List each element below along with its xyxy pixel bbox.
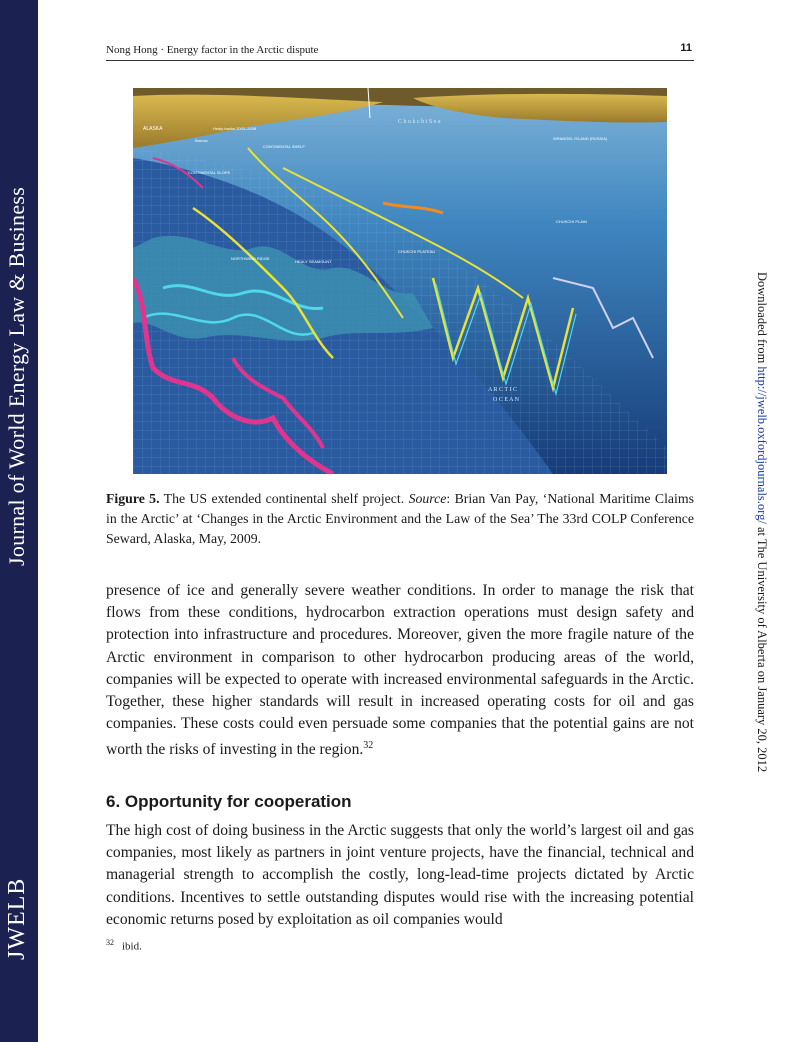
label-healy-tracks: Healy tracks 2003–2008	[213, 126, 257, 131]
caption-text-1: The US extended continental shelf project.	[159, 491, 409, 506]
footnote-number: 32	[106, 938, 114, 947]
download-note	[754, 272, 769, 772]
label-chukchi-plain: CHUKCHI PLAIN	[556, 219, 587, 224]
journal-abbreviation: JWELB	[4, 877, 30, 960]
label-arctic: A R C T I C	[488, 387, 517, 393]
journal-title: Journal of World Energy Law & Business	[4, 186, 29, 566]
label-alaska: ALASKA	[143, 126, 163, 132]
label-chukchi-sea: C h u k c h i S e a	[398, 119, 441, 125]
label-continental-slope: CONTINENTAL SLOPE	[188, 170, 231, 175]
label-continental-shelf: CONTINENTAL SHELF	[263, 144, 305, 149]
running-head	[106, 42, 694, 61]
figure-caption	[106, 489, 694, 549]
running-head-title: Nong Hong · Energy factor in the Arctic dispute	[106, 44, 319, 56]
label-northwind-ridge: NORTHWIND RIDGE	[231, 256, 270, 261]
figure-arctic-bathymetry	[133, 88, 667, 474]
footnote-reference[interactable]: 32	[363, 740, 374, 752]
label-wrangel: WRANGEL ISLAND (RUSSIA)	[553, 136, 608, 141]
footnote-text: ibid.	[122, 940, 142, 953]
label-barrow: Barrow	[195, 138, 208, 143]
download-note-suffix: at The University of Alberta on January 20, 2012	[755, 523, 769, 773]
section-heading: 6. Opportunity for cooperation	[106, 792, 352, 811]
label-chukchi-plateau: CHUKCHI PLATEAU	[398, 249, 436, 254]
paragraph-1	[106, 580, 694, 762]
bathymetry-map	[133, 88, 667, 474]
journal-spine	[0, 0, 38, 1042]
download-note-prefix: Downloaded from	[755, 272, 769, 367]
label-healy-seamount: HEALY SEAMOUNT	[295, 259, 332, 264]
caption-source-label: Source	[408, 491, 447, 506]
label-ocean: O C E A N	[493, 397, 520, 403]
paragraph-1-text: presence of ice and generally severe weather conditions. In order to manage the risk that flows from these conditions, hydrocarbon extraction operations must design safety and protection into infrastructure and procedures. Moreover, given the more fragile nature of the Arctic environment in comparison to other hydrocarbon producing areas of the world, companies will be expected to operate with increased environmental safeguards in the Arctic. Together, these higher standards will result in increased operating costs for oil and gas companies. These costs could even persuade some companies that the potential gains are not worth the risks of investing in the region.	[106, 582, 694, 759]
download-link[interactable]: http://jwelb.oxfordjournals.org/	[755, 366, 769, 524]
figure-label: Figure 5.	[106, 491, 160, 506]
caption-text-2: : Brian Van Pay, ‘National Maritime Claims in the Arctic’ at ‘Changes in the Arctic Environment and the Law of the Sea’ The 33rd COLP Conference Seward, Alaska, May, 2009.	[106, 491, 694, 546]
page-number: 11	[680, 42, 692, 54]
paragraph-2: The high cost of doing business in the Arctic suggests that only the world’s largest oil and gas companies, most likely as partners in joint venture projects, have the financial, technical and managerial strength to accomplish the costly, long-lead-time projects dictated by Arctic conditions. Incentives to settle outstanding disputes would rise with the increasing potential economic returns posed by exploitation as oil companies would	[106, 822, 694, 928]
footnote	[106, 938, 142, 953]
